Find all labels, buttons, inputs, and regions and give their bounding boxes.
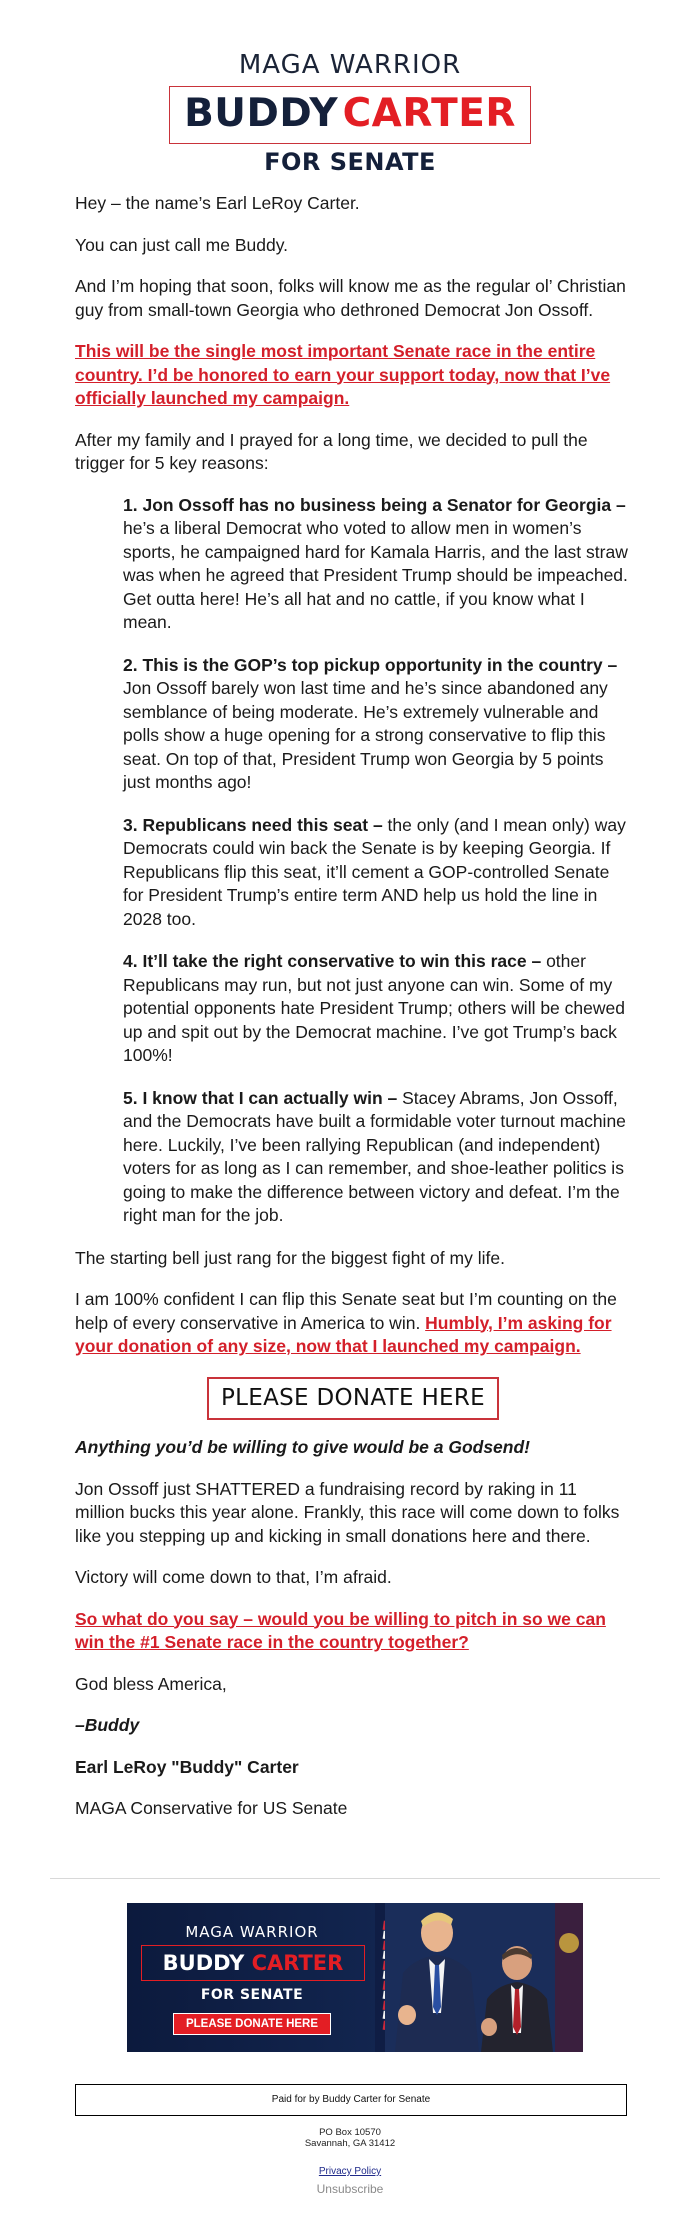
address-line-1: PO Box 10570	[319, 2127, 381, 2138]
banner-last-name: CARTER	[251, 1951, 344, 1975]
signature-title: MAGA Conservative for US Senate	[75, 1798, 348, 1818]
reasons-intro: After my family and I prayed for a long time, we decided to pull the trigger for 5 key reasons:	[75, 429, 588, 473]
unsubscribe-link[interactable]: Unsubscribe	[316, 2182, 384, 2196]
godsend-paragraph: Anything you’d be willing to give would be a Godsend!	[75, 1437, 530, 1457]
fundraising-paragraph: Jon Ossoff just SHATTERED a fundraising record by raking in 11 million bucks this year alone. Frankly, this race will come down to folks like you stepping up and kicking in small donations here and there.	[75, 1478, 620, 1546]
closing-line: God bless America,	[75, 1673, 227, 1694]
footer-divider	[50, 1878, 660, 1879]
reason-text: the only (and I mean only) way Democrats could win back the Senate is by keeping Georgia. If Republicans flip this seat, it’ll cement a GOP-controlled Senate for President Trump’s entire term AND help us hold the line in 2028 too.	[123, 814, 626, 929]
reason-item	[123, 814, 631, 932]
logo-name-box	[169, 86, 531, 144]
address-line-2: Savannah, GA 31412	[304, 2138, 396, 2149]
reasons-list	[123, 494, 631, 1228]
logo-sub-line: FOR SENATE	[264, 148, 436, 176]
pitch-in-link[interactable]: So what do you say – would you be willing to pitch in so we can win the #1 Senate race in the country together?	[75, 1608, 606, 1652]
donation-ask-link[interactable]: Humbly, I’m asking for your donation of any size, now that I launched my campaign.	[75, 1312, 612, 1356]
reason-item	[123, 950, 631, 1068]
privacy-policy-link[interactable]: Privacy Policy	[318, 2166, 382, 2177]
banner-donate-button[interactable]: PLEASE DONATE HERE	[173, 2013, 331, 2035]
campaign-link-paragraph	[75, 340, 631, 411]
confidence-paragraph	[75, 1288, 631, 1359]
reason-text: other Republicans may run, but not just anyone can win. Some of my potential opponents hate President Trump; others will be chewed up and spit out by the Democrat machine. I’ve got Trump’s back 100%!	[123, 951, 625, 1065]
reason-heading: 4. It’ll take the right conservative to win this race –	[123, 951, 542, 971]
signature-full-name: Earl LeRoy "Buddy" Carter	[75, 1756, 299, 1777]
reason-text: Stacey Abrams, Jon Ossoff, and the Democrats have built a formidable voter turnout machine here. Luckily, I’ve been rallying Republican (and independent) voters for as long as I can remember, and shoe-leather politics is going to make the difference between victory and defeat. I’m the right man for the job.	[123, 1087, 626, 1225]
paid-for-disclaimer: Paid for by Buddy Carter for Senate	[75, 2084, 627, 2116]
pitch-in-paragraph	[75, 1608, 631, 1655]
signature: –Buddy	[75, 1715, 140, 1735]
banner-top-line: MAGA WARRIOR	[185, 1923, 319, 1941]
reason-text: he’s a liberal Democrat who voted to allow men in women’s sports, he campaigned hard for Kamala Harris, and the last straw was when he agreed that President Trump should be impeached. Get outta here! He’s all hat and no cattle, if you know what I mean.	[123, 518, 628, 632]
banner-name-box	[141, 1945, 365, 1981]
nickname-paragraph: You can just call me Buddy.	[75, 234, 289, 255]
confidence-text: I am 100% confident I can flip this Senate seat but I’m counting on the help of every conservative in America to win.	[75, 1289, 617, 1333]
donate-button-wrap	[75, 1377, 631, 1421]
mailing-address	[0, 2127, 700, 2149]
donate-button[interactable]: PLEASE DONATE HERE	[207, 1377, 499, 1421]
reason-heading: 1. Jon Ossoff has no business being a Senator for Georgia –	[123, 494, 626, 515]
logo-last-name: CARTER	[342, 91, 516, 136]
logo-top-line: MAGA WARRIOR	[238, 50, 462, 80]
reason-item	[123, 654, 631, 795]
header-logo	[0, 50, 700, 176]
banner-sub-line: FOR SENATE	[200, 1987, 304, 2003]
logo-first-name: BUDDY	[184, 91, 339, 136]
donate-banner[interactable]	[127, 1903, 583, 2052]
reason-text: Jon Ossoff barely won last time and he’s since abandoned any semblance of being moderate. He’s extremely vulnerable and polls show a huge opening for a strong conservative to flip this seat. On top of that, President Trump won Georgia by 5 points just months ago!	[123, 678, 608, 792]
victory-paragraph: Victory will come down to that, I’m afraid.	[75, 1567, 392, 1587]
email-body	[75, 192, 631, 1839]
reason-heading: 2. This is the GOP’s top pickup opportunity in the country –	[123, 654, 618, 675]
intro-paragraph: And I’m hoping that soon, folks will know me as the regular ol’ Christian guy from small-town Georgia who dethroned Democrat Jon Ossoff.	[75, 276, 626, 320]
reason-heading: 3. Republicans need this seat –	[123, 814, 383, 835]
candidates-photo	[385, 1903, 583, 2052]
starting-bell-paragraph: The starting bell just rang for the biggest fight of my life.	[75, 1247, 505, 1268]
greeting-paragraph: Hey – the name’s Earl LeRoy Carter.	[75, 193, 360, 213]
reason-item	[123, 1087, 631, 1228]
reason-heading: 5. I know that I can actually win –	[123, 1087, 398, 1108]
banner-first-name: BUDDY	[162, 1951, 245, 1975]
reason-item	[123, 494, 631, 635]
campaign-support-link[interactable]: This will be the single most important Senate race in the entire country. I’d be honored to earn your support today, now that I’ve officially launched my campaign.	[75, 341, 611, 408]
